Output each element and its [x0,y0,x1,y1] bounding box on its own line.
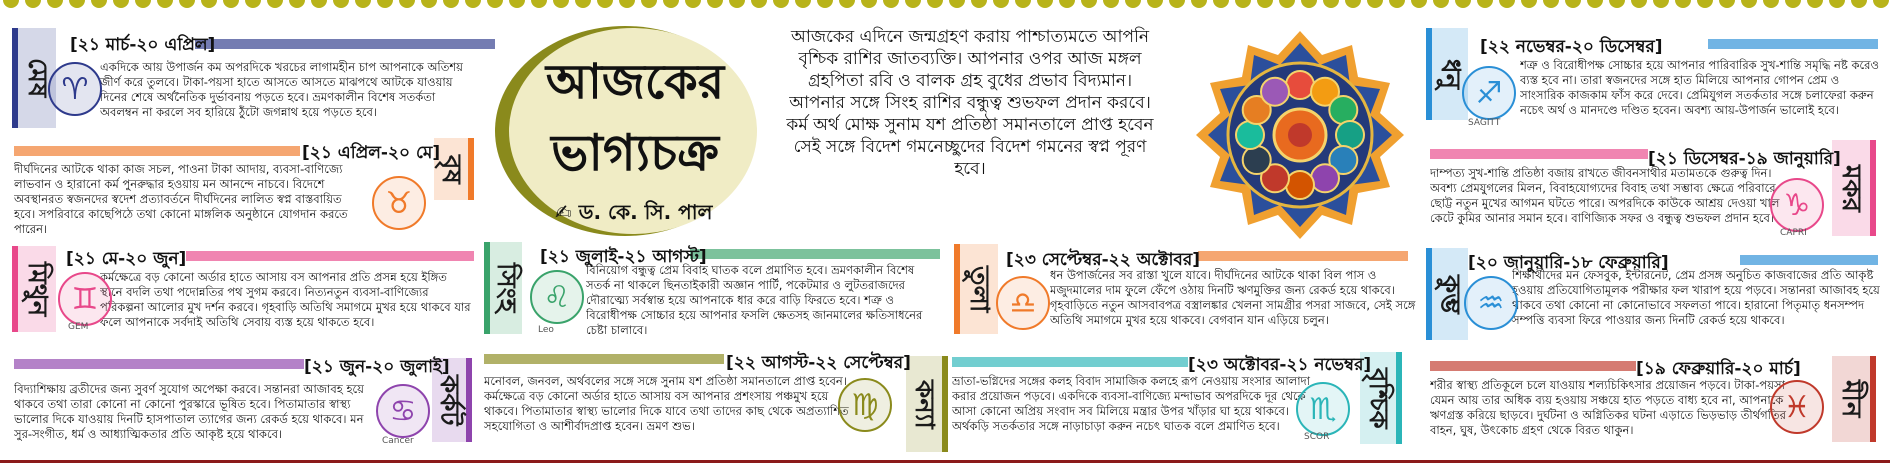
scallop-dot [1587,0,1603,8]
scallop-dot [1367,0,1383,8]
aquarius-icon: ♒ [1464,276,1518,330]
scallop-dot [839,0,855,8]
zodiac-wheel-icon [1195,30,1405,240]
scallop-dot [1389,0,1405,8]
date-bar-kumbha [1740,255,1878,265]
scallop-dot [1873,0,1889,8]
scallop-dot [1191,0,1207,8]
scallop-dot [553,0,569,8]
scallop-dot [1565,0,1581,8]
scallop-dot [1257,0,1273,8]
symbol-caption-makar: CAPRI [1780,228,1807,238]
scallop-dot [1653,0,1669,8]
scallop-dot [223,0,239,8]
scorpio-icon: ♏ [1296,382,1350,436]
date-range-brisha: [২১ এপ্রিল-২০ মে] [302,143,441,163]
aries-icon: ♈ [48,62,102,116]
scallop-dot [949,0,965,8]
scallop-dot [355,0,371,8]
date-bar-brishchik [952,357,1188,367]
forecast-text-brishchik: ভ্রাতা-ভগ্নিদের সঙ্গের কলহ বিবাদ সামাজিক কলহে রূপ নেওয়ায় সংসার আলাদা করার প্রয়োজন পড়বে। একদিকে ব্যবসা-বাণিজ্যে মন্দাভাব অপরদিকে দূর থেকে আসা কোনো অপ্রিয় সংবাদ সব মিলিয়ে মন্ত্রার উপর খাঁড়ার ঘা হয়ে থাকবে। অর্থকড়ি সতর্কতার সঙ্গে নাড়াচাড়া করুন নচেৎ ঘাতক বলে প্রমাণিত হবে। [952,374,1310,433]
scallop-dot [25,0,41,8]
date-range-meen: [১৯ ফেব্রুয়ারি-২০ মার্চ] [1636,359,1801,379]
symbol-caption-dhanu: SAGITT [1468,118,1501,128]
sign-tab-meen [1832,356,1876,442]
date-range-brishchik: [২৩ অক্টোবর-২১ নভেম্বর] [1188,355,1372,375]
forecast-text-mesh: একদিকে আয় উপার্জন কম অপরদিকে খরচের লাগামহীন চাপ আপনাকে অতিশয় জীর্ণ করে তুলবে। টাকা-পয়সা হাতে আসতে আসতে মাঝপথে আটকে যাওয়ায় দিনের শেষে অর্থনৈতিক দুর্ভাবনায় পড়তে হবে। ভ্রমণকালীন বিশেষ সতর্কতা অবলম্বন না করলে সব হারিয়ে ঠুঁটো জগন্নাথ হয়ে পড়তে হবে। [100,60,463,119]
scallop-dot [993,0,1009,8]
symbol-caption-mithun: GEM [68,322,89,332]
date-range-kumbha: [২০ জানুয়ারি-১৮ ফেব্রুয়ারি] [1468,253,1669,273]
scallop-dot [1719,0,1735,8]
sign-name: মীন [1836,380,1866,418]
scallop-dot [267,0,283,8]
date-bar-brisha [14,146,300,156]
author-byline: ✍ ড. কে. সি. পাল [555,200,713,224]
scallop-dot [971,0,987,8]
sign-name: ধনু [1435,58,1465,90]
sign-name: তুলা [964,265,994,313]
scallop-dot [1807,0,1823,8]
scallop-dot [927,0,943,8]
scallop-dot [1169,0,1185,8]
scallop-dot [817,0,833,8]
scallop-dot [685,0,701,8]
scallop-dot [1675,0,1691,8]
scallop-dot [1851,0,1867,8]
cancer-icon: ♋ [376,384,430,438]
forecast-text-kanya: মনোবল, জনবল, অর্থবলের সঙ্গে সঙ্গে সুনাম যশ প্রতিষ্ঠা সমানতালে প্রাপ্ত হবেন। কর্মক্ষেত্রে বড় কোনো অর্ডার হাতে আসায় বস আপনার প্রশংসায় পঞ্চমুখ হয়ে থাকবে। পিতামাতার স্বাস্থ্য ভালোর দিকে যাবে তথা তাদের কাছ থেকে অপ্রত্যাশিত সহযোগিতা ও আশীর্বাদপ্রাপ্ত হবেন। ভ্রমণ শুভ। [484,374,849,433]
scallop-dot [135,0,151,8]
forecast-text-tula: ধন উপার্জনের সব রাস্তা খুলে যাবে। দীর্ঘদিনের আটকে থাকা বিল পাস ও মজুদমালের দাম ফুলে ফেঁপে ওঠায় দিনটি ঋণমুক্তির জন্য রেকর্ড হয়ে থাকবে। গৃহবাড়িতে নতুন আসবাবপত্র বস্ত্রালঙ্কার খেলনা সামগ্রীর পসরা সাজবে, সেই সঙ্গে অতিথি সমাগমে মুখর হয়ে থাকবে। বেগবান যান এড়িয়ে চলুন। [1050,268,1416,327]
scallop-dot [487,0,503,8]
scallop-dot [91,0,107,8]
scallop-dot [575,0,591,8]
date-bar-mithun [186,251,474,261]
sign-name: বৃশ্চিক [1363,367,1393,429]
scallop-dot [1015,0,1031,8]
scallop-dot [751,0,767,8]
virgo-icon: ♍ [838,378,892,432]
scallop-dot [1785,0,1801,8]
gemini-icon: ♊ [58,272,112,326]
wheel-medallion [1243,146,1271,174]
scallop-dot [1059,0,1075,8]
scallop-dot [1213,0,1229,8]
scallop-dot [1477,0,1493,8]
bottom-rule [0,460,1890,463]
scallop-dot [1631,0,1647,8]
scallop-dot [1279,0,1295,8]
scallop-dot [531,0,547,8]
date-bar-karkat [14,359,304,369]
forecast-text-karkat: বিদ্যাশিক্ষায় ব্রতীদের জন্য সুবর্ণ সুযোগ অপেক্ষা করবে। সন্তানরা আজাবহ হয়ে থাকবে তথা তারা কোনো না কোনো পুরস্কারে ভূষিত হবে। পিতামাতার স্বাস্থ্য ভালোর দিকে যাওয়ায় দিনটি হাসপাতাল ত্যাগের জন্য রেকর্ড হয়ে থাকবে। মন সুর-সংগীত, ধর্ম ও আধ্যাত্মিকতার প্রতি আকৃষ্ট হয়ে থাকবে। [14,382,364,441]
sign-name: মিথুন [22,261,52,317]
scallop-dot [883,0,899,8]
scallop-dot [1433,0,1449,8]
scallop-dot [1697,0,1713,8]
taurus-icon: ♉ [372,176,426,230]
title-emblem [495,26,765,236]
date-bar-mesh [195,39,495,49]
scallop-dot [619,0,635,8]
scallop-dot [421,0,437,8]
scallop-dot [1543,0,1559,8]
scallop-dot [1741,0,1757,8]
scallop-dot [861,0,877,8]
sign-tab-dhanu [1426,28,1468,120]
wheel-medallion [1311,164,1339,192]
sign-name: বৃষ [436,154,466,184]
wheel-medallion [1286,171,1314,199]
scallop-dot [113,0,129,8]
sign-tab-kumbha [1426,248,1468,340]
scallop-dot [179,0,195,8]
date-range-tula: [২৩ সেপ্টেম্বর-২২ অক্টোবর] [1006,250,1201,270]
scallop-dot [399,0,415,8]
scallop-dot [773,0,789,8]
date-range-singha: [২১ জুলাই-২১ আগস্ট] [540,247,707,267]
libra-icon: ♎ [996,276,1050,330]
scallop-dot [245,0,261,8]
scallop-dot [509,0,525,8]
scallop-dot [443,0,459,8]
date-bar-dhanu [1708,39,1878,49]
top-scalloped-border [0,0,1890,14]
wheel-hub-center [1288,123,1312,147]
scallop-dot [333,0,349,8]
symbol-caption-karkat: Cancer [382,436,414,446]
wheel-medallion [1286,71,1314,99]
scallop-dot [1609,0,1625,8]
scallop-dot [1499,0,1515,8]
date-range-karkat: [২১ জুন-২০ জুলাই] [304,357,450,377]
scallop-dot [1147,0,1163,8]
date-bar-tula [1198,251,1408,261]
sign-tab-mithun [12,246,56,332]
scallop-dot [69,0,85,8]
date-range-mesh: [২১ মার্চ-২০ এপ্রিল] [70,35,216,55]
scallop-dot [157,0,173,8]
scallop-dot [1829,0,1845,8]
date-bar-makar [1430,149,1648,159]
scallop-dot [1455,0,1471,8]
scallop-dot [289,0,305,8]
symbol-caption-brishchik: SCOR [1304,432,1330,442]
wheel-medallion [1261,78,1289,106]
scallop-dot [1081,0,1097,8]
scallop-dot [641,0,657,8]
date-bar-meen [1430,361,1636,371]
date-range-dhanu: [২২ নভেম্বর-২০ ডিসেম্বর] [1480,37,1663,57]
scallop-dot [1323,0,1339,8]
scallop-dot [377,0,393,8]
page-title-line2: ভাগ্যচক্র [551,123,719,182]
forecast-text-singha: বিনিয়োগ বন্ধুত্ব প্রেম বিবাহ ঘাতক বলে প্রমাণিত হবে। ভ্রমণকালীন বিশেষ সতর্ক না থাকলে ছিনতাইকারী অজ্ঞান পার্টি, পকেটমার ও লুটতরাজদের দৌরাত্ম্যে সর্বস্বান্ত হয়ে আপনাকে ধার করে বাড়ি ফিরতে হবে। শত্রু ও বিরোধীপক্ষ সোচ্চার হয়ে আপনার ফসলি ক্ষেতসহ জানমালের ক্ষতিসাধনের চেষ্টা চালাবে। [586,263,923,337]
scallop-dot [1301,0,1317,8]
intro-paragraph: আজকের এদিনে জন্মগ্রহণ করায় পাশ্চাত্যমতে আপনি বৃশ্চিক রাশির জাতব্যক্তি। আপনার ওপর আজ মঙ্গল গ্রহপিতা রবি ও বালক গ্রহ বুধের প্রভাব বিদ্যমান। আপনার সঙ্গে সিংহ রাশির বন্ধুত্ব শুভফল প্রদান করবে। কর্ম অর্থ মোক্ষ সুনাম যশ প্রতিষ্ঠা সমানতালে প্রাপ্ত হবেন সেই সঙ্গে বিদেশ গমনেচ্ছুদের বিদেশ গমনের স্বপ্ন পূরণ হবে। [786,27,1154,179]
date-bar-singha [690,249,940,259]
forecast-text-dhanu: শত্রু ও বিরোধীপক্ষ সোচ্চার হয়ে আপনার পারিবারিক সুখ-শান্তি সমৃদ্ধি নষ্ট করেও ব্যস্ত হবে না। তারা স্বজনদের সঙ্গে হাত মিলিয়ে আপনার গোপন প্রেম ও সাংসারিক কাজকাম ফাঁস করে দেবে। প্রেমিযুগল সতর্কতার সঙ্গে চলাফেরা করুন নচেৎ অর্থ ও মানদণ্ডে দণ্ডিত হবেন। অবশ্য আয়-উপার্জন ভালোই হবে। [1520,58,1879,117]
sign-name: মেষ [22,58,52,98]
scallop-dot [1037,0,1053,8]
scallop-dot [47,0,63,8]
date-range-makar: [২১ ডিসেম্বর-১৯ জানুয়ারি] [1648,149,1841,169]
wheel-medallion [1236,121,1264,149]
symbol-caption-singha: Leo [538,325,554,335]
scallop-dot [1125,0,1141,8]
date-bar-kanya [484,354,724,364]
capricorn-icon: ♑ [1770,178,1824,232]
scallop-dot [311,0,327,8]
sign-tab-kanya [906,356,948,452]
forecast-text-mithun: কর্মক্ষেত্রে বড় কোনো অর্ডার হাতে আসায় বস আপনার প্রতি প্রসন্ন হয়ে ইঙ্গিত স্থানে বদলি তথা পদোন্নতির পথ সুগম করবে। নিত্যনতুন ব্যবসা-বাণিজ্যের পরিকল্পনা আলোর মুখ দর্শন করবে। গৃহবাড়ি অতিথি সমাগমে মুখর হয়ে থাকবে যার ফলে আপনাকে সর্বদাই অতিথি সেবায় ব্যস্ত হয়ে থাকতে হবে। [100,270,471,329]
wheel-medallion [1336,121,1364,149]
page-title-line1: আজকের [545,54,725,110]
scallop-dot [1763,0,1779,8]
sign-tab-singha [484,242,522,334]
sign-tab-tula [954,244,998,334]
scallop-dot [1521,0,1537,8]
scallop-dot [201,0,217,8]
sign-name: কুম্ভ [1435,274,1465,314]
sign-name: মকর [1836,164,1866,212]
scallop-dot [3,0,19,8]
scallop-dot [795,0,811,8]
forecast-text-meen: শরীর স্বাস্থ্য প্রতিকূলে চলে যাওয়ায় শল্যচিকিৎসার প্রয়োজন পড়বে। টাকা-পয়সা যেমন আয় তার অধিক ব্যয় হওয়ায় সঞ্চয়ে হাত পড়তে বাধ্য হবে না, আপনাকে ঋণগ্রস্ত করিয়ে ছাড়বে। দুর্ঘটনা ও অগ্নিতিকর ঘটনা এড়াতে ভিড়ভাড় তীর্থগতির বাহন, ঘুষ, উৎকোচ গ্রহণ থেকে বিরত থাকুন। [1430,378,1786,437]
scallop-dot [663,0,679,8]
sagittarius-icon: ♐ [1462,66,1516,120]
forecast-text-brisha: দীর্ঘদিনের আটকে থাকা কাজ সচল, পাওনা টাকা আদায়, ব্যবসা-বাণিজ্যে লাভবান ও হারানো কর্ম পুনরুদ্ধার হওয়ায় মন আনন্দে নাচবে। বিদেশে অবস্থানরত স্বজনদের স্বদেশ প্রত্যাবর্তনে দীর্ঘদিনের লালিত স্বপ্ন বাস্তবায়িত হবে। সপরিবারে কাছেপিঠে তথা কোনো মাঙ্গলিক অনুষ্ঠানে যোগদান করতে পারেন। [14,162,348,236]
date-range-kanya: [২২ আগস্ট-২২ সেপ্টেম্বর] [726,353,911,373]
scallop-dot [729,0,745,8]
forecast-text-kumbha: শিক্ষার্থীদের মন ফেসবুক, ইন্টারনেট, প্রেম প্রসঙ্গ অনুচিত কাজবাজের প্রতি আকৃষ্ট হওয়ায় প্রতিযোগিতামূলক পরীক্ষার ফল খারাপ হয়ে পড়বে। সন্তানরা আজাবহ হয়ে থাকবে তথা কোনো না কোনোভাবে সফলতা পাবে। হারানো পিতৃমাতৃ ধনসম্পদ সম্পত্তি ব্যবসা ফিরে পাওয়ার জন্য দিনটি রেকর্ড হয়ে থাকবে। [1512,268,1880,327]
scallop-dot [1411,0,1427,8]
sign-name: কর্কট [434,374,464,426]
sign-name: কন্যা [909,379,939,429]
scallop-dot [1235,0,1251,8]
scallop-dot [707,0,723,8]
forecast-text-makar: দাম্পত্য সুখ-শান্তি প্রতিষ্ঠা বজায় রাখতে জীবনসাথীর মতামতকে গুরুত্ব দিন। অবশ্য প্রেমযুগলের মিলন, বিবাহযোগ্যদের বিবাহ তথা সম্ভাব্য ক্ষেত্রে পরিবারে ছোট্ট নতুন মুখের আগমন ঘটতে পারে। অপরদিকে কাউকে আশ্রয় দেওয়া খাল কেটে কুমির আনার সমান হবে। বাণিজ্যিক সফর ও বন্ধুত্ব শুভফল প্রদান হবে। [1430,166,1780,225]
scallop-dot [597,0,613,8]
scallop-dot [1345,0,1361,8]
scallop-dot [465,0,481,8]
date-range-mithun: [২১ মে-২০ জুন] [66,249,187,269]
sign-name: সিংহ [491,263,521,313]
scallop-dot [1103,0,1119,8]
pisces-icon: ♓ [1770,380,1824,434]
scallop-dot [905,0,921,8]
wheel-medallion [1329,96,1357,124]
leo-icon: ♌ [530,270,584,324]
